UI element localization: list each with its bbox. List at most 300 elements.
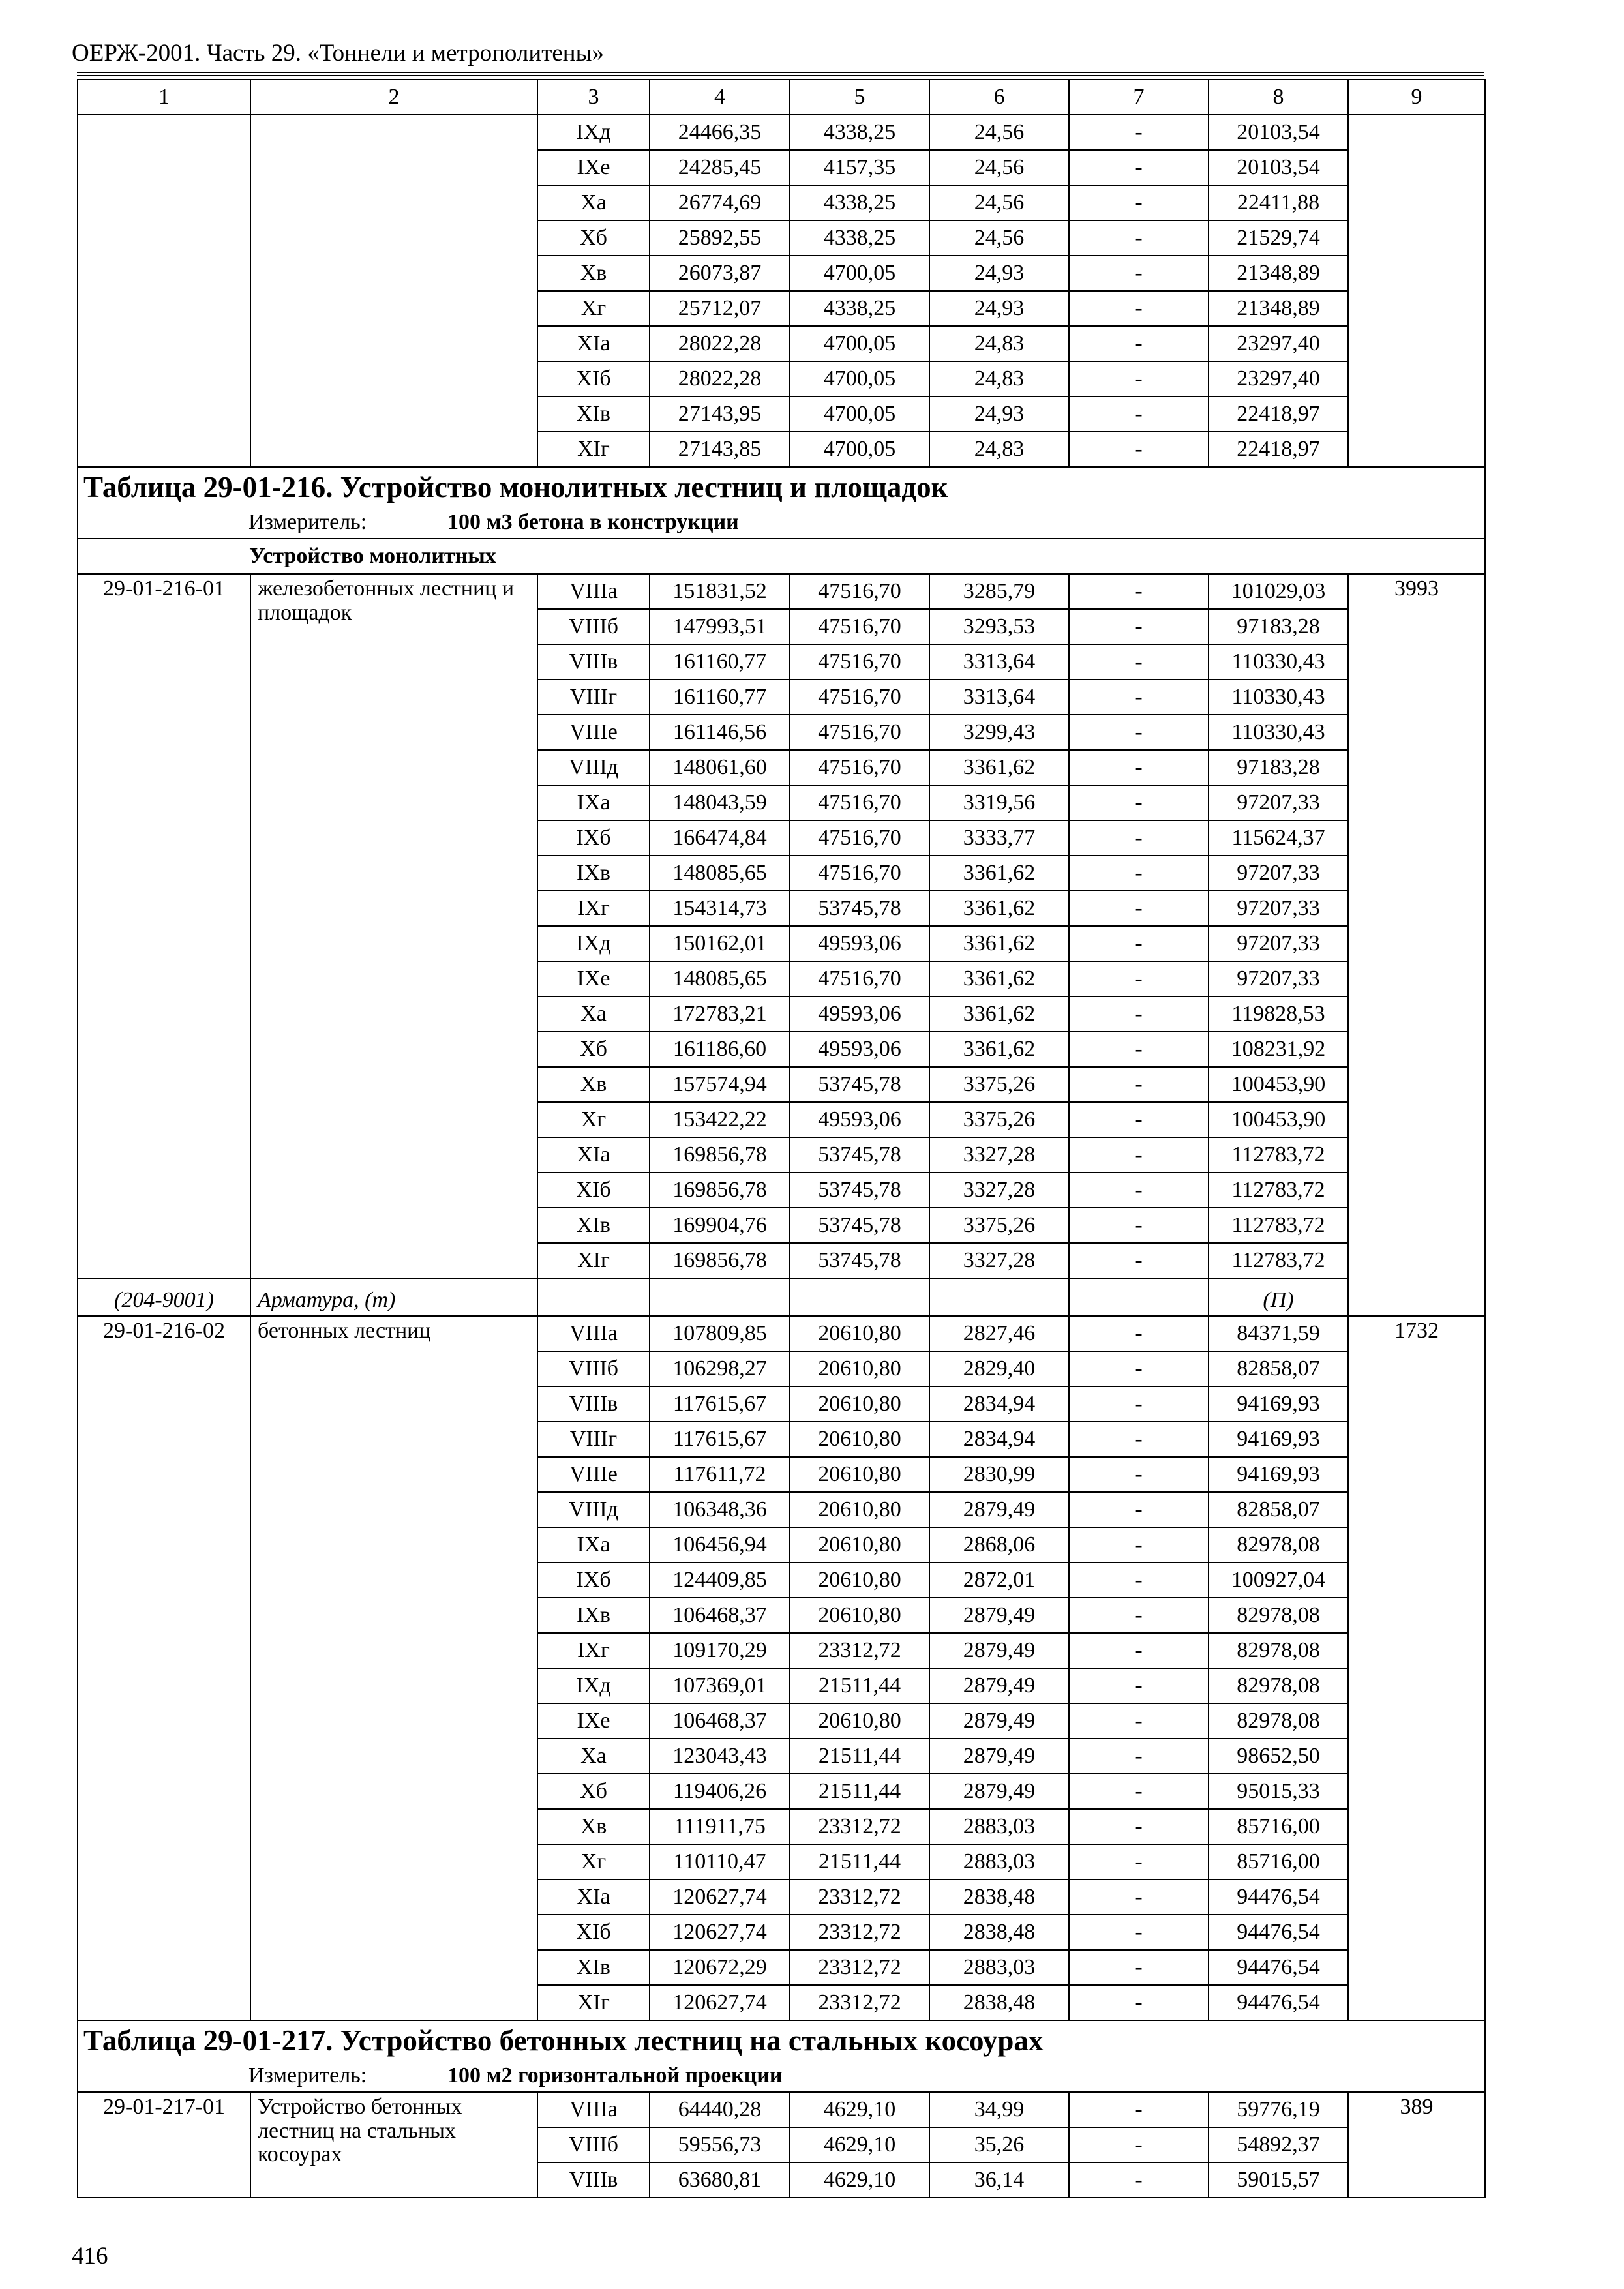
table-cell: 47516,70 — [790, 856, 929, 891]
rate-name: железобетонных лестниц и площадок — [250, 574, 537, 1278]
table-cell: - — [1069, 1173, 1209, 1208]
header-rule — [77, 72, 1484, 73]
table-cell: IXд — [537, 926, 650, 961]
table-cell: 153422,22 — [650, 1102, 790, 1137]
table-cell: 2879,49 — [929, 1598, 1069, 1633]
table-cell: IXг — [537, 1633, 650, 1668]
table-cell: 2879,49 — [929, 1774, 1069, 1809]
table-cell: 47516,70 — [790, 961, 929, 996]
table-cell: 26774,69 — [650, 185, 790, 220]
table-cell: 85716,00 — [1209, 1844, 1348, 1879]
table-title-row — [78, 467, 1485, 507]
table-cell: VIIIб — [537, 2127, 650, 2162]
table-cell: 94476,54 — [1209, 1950, 1348, 1985]
table-cell: 47516,70 — [790, 609, 929, 644]
table-cell: 24,56 — [929, 150, 1069, 185]
table-cell: - — [1069, 256, 1209, 291]
table-cell: VIIIд — [537, 1492, 650, 1527]
table-cell: 3299,43 — [929, 715, 1069, 750]
table-cell: XIа — [537, 1137, 650, 1173]
table-cell: 172783,21 — [650, 996, 790, 1032]
table-cell: 2834,94 — [929, 1422, 1069, 1457]
table-cell: IXе — [537, 1703, 650, 1739]
table-cell: - — [1069, 574, 1209, 609]
table-cell: 20610,80 — [790, 1703, 929, 1739]
table-cell: - — [1069, 1844, 1209, 1879]
table-cell: 54892,37 — [1209, 2127, 1348, 2162]
table-cell: 111911,75 — [650, 1809, 790, 1844]
table-cell: 20610,80 — [790, 1457, 929, 1492]
col-number: 4 — [650, 80, 790, 115]
table-cell: VIIIе — [537, 1457, 650, 1492]
table-cell: VIIIа — [537, 1316, 650, 1351]
measure-label: Измеритель: — [248, 2063, 367, 2087]
table-cell: - — [1069, 291, 1209, 326]
col-number: 1 — [78, 80, 250, 115]
table-cell: 109170,29 — [650, 1633, 790, 1668]
table-cell: 97207,33 — [1209, 785, 1348, 820]
table-cell: 3327,28 — [929, 1243, 1069, 1278]
table-cell: 120627,74 — [650, 1985, 790, 2020]
resource-col8: (П) — [1209, 1278, 1348, 1316]
table-cell: 20610,80 — [790, 1386, 929, 1422]
table-cell: - — [1069, 220, 1209, 256]
col-number: 8 — [1209, 80, 1348, 115]
table-cell: XIа — [537, 1879, 650, 1915]
table-cell: 157574,94 — [650, 1067, 790, 1102]
table-cell: 106298,27 — [650, 1351, 790, 1386]
measure-label: Измеритель: — [248, 509, 367, 534]
empty-cell — [790, 1278, 929, 1316]
table-cell: 161160,77 — [650, 644, 790, 680]
table-cell: 23312,72 — [790, 1879, 929, 1915]
table-cell: XIг — [537, 432, 650, 467]
table-cell: 20610,80 — [790, 1492, 929, 1527]
table-cell: 2829,40 — [929, 1351, 1069, 1386]
table-cell: 2830,99 — [929, 1457, 1069, 1492]
table-cell: VIIIв — [537, 1386, 650, 1422]
table-cell: - — [1069, 1598, 1209, 1633]
table-cell: - — [1069, 1243, 1209, 1278]
table-cell: 4338,25 — [790, 185, 929, 220]
table-cell: 3313,64 — [929, 680, 1069, 715]
table-cell: 94476,54 — [1209, 1985, 1348, 2020]
table-cell: 35,26 — [929, 2127, 1069, 2162]
table-cell: - — [1069, 715, 1209, 750]
table-cell: 84371,59 — [1209, 1316, 1348, 1351]
resource-code: (204-9001) — [78, 1278, 250, 1316]
table-cell: XIв — [537, 1208, 650, 1243]
table-cell: 27143,85 — [650, 432, 790, 467]
table-cell: 53745,78 — [790, 1067, 929, 1102]
table-cell: 119828,53 — [1209, 996, 1348, 1032]
rate-name: бетонных лестниц — [250, 1316, 537, 2020]
col9-cell — [1348, 115, 1485, 467]
col9-cell: 3993 — [1348, 574, 1485, 1316]
table-cell: 2838,48 — [929, 1915, 1069, 1950]
table-cell: - — [1069, 396, 1209, 432]
resource-name: Арматура, (т) — [250, 1278, 537, 1316]
table-cell: 24285,45 — [650, 150, 790, 185]
table-cell: - — [1069, 1527, 1209, 1563]
table-cell: Xб — [537, 1774, 650, 1809]
table-cell: 95015,33 — [1209, 1774, 1348, 1809]
table-cell: - — [1069, 1668, 1209, 1703]
table-cell: 169856,78 — [650, 1243, 790, 1278]
measure-row — [78, 2060, 1485, 2092]
table-cell: - — [1069, 785, 1209, 820]
table-cell: IXд — [537, 1668, 650, 1703]
table-cell: 21511,44 — [790, 1774, 929, 1809]
table-cell: XIб — [537, 361, 650, 396]
table-cell: 97207,33 — [1209, 961, 1348, 996]
table-cell: 2838,48 — [929, 1879, 1069, 1915]
table-cell: 3375,26 — [929, 1102, 1069, 1137]
table-cell: Xа — [537, 185, 650, 220]
table-cell: - — [1069, 361, 1209, 396]
table-cell: 2879,49 — [929, 1668, 1069, 1703]
table-cell: 4700,05 — [790, 432, 929, 467]
table-cell: 20610,80 — [790, 1527, 929, 1563]
col-number: 6 — [929, 80, 1069, 115]
table-cell: - — [1069, 1633, 1209, 1668]
table-cell: 4338,25 — [790, 291, 929, 326]
table-cell: VIIIг — [537, 1422, 650, 1457]
resource-row — [78, 1278, 1485, 1316]
table-cell: 24466,35 — [650, 115, 790, 150]
measure-cell — [78, 507, 1485, 539]
table-cell: 82978,08 — [1209, 1598, 1348, 1633]
table-cell: 106468,37 — [650, 1598, 790, 1633]
table-cell: 34,99 — [929, 2092, 1069, 2127]
table-cell: 3375,26 — [929, 1067, 1069, 1102]
table-cell: 94476,54 — [1209, 1915, 1348, 1950]
table-cell: 28022,28 — [650, 361, 790, 396]
table-cell: 97183,28 — [1209, 609, 1348, 644]
table-cell: - — [1069, 926, 1209, 961]
table-cell: 24,93 — [929, 291, 1069, 326]
table-cell: - — [1069, 115, 1209, 150]
table-cell: - — [1069, 1351, 1209, 1386]
table-cell: 117615,67 — [650, 1422, 790, 1457]
measure-value: 100 м3 бетона в конструкции — [447, 509, 739, 534]
table-cell: 107809,85 — [650, 1316, 790, 1351]
table-cell: 169904,76 — [650, 1208, 790, 1243]
table-cell: 108231,92 — [1209, 1032, 1348, 1067]
table-cell: 110330,43 — [1209, 715, 1348, 750]
table-cell: Xв — [537, 1809, 650, 1844]
table-cell: Xв — [537, 1067, 650, 1102]
table-cell: 36,14 — [929, 2162, 1069, 2198]
table-cell: - — [1069, 150, 1209, 185]
table-cell: 21348,89 — [1209, 256, 1348, 291]
table-cell: 3361,62 — [929, 856, 1069, 891]
table-cell: - — [1069, 185, 1209, 220]
table-cell: XIв — [537, 396, 650, 432]
table-cell: 24,83 — [929, 432, 1069, 467]
empty-cell — [650, 1278, 790, 1316]
table-cell: 47516,70 — [790, 715, 929, 750]
empty-cell — [929, 1278, 1069, 1316]
table-cell: - — [1069, 680, 1209, 715]
table-cell: 3293,53 — [929, 609, 1069, 644]
table-cell: 3313,64 — [929, 644, 1069, 680]
table-cell: 100453,90 — [1209, 1067, 1348, 1102]
subtitle-row — [78, 539, 1485, 574]
measure-row — [78, 507, 1485, 539]
table-cell: 107369,01 — [650, 1668, 790, 1703]
table-cell: 4700,05 — [790, 256, 929, 291]
table-cell: 4629,10 — [790, 2162, 929, 2198]
table-cell: 2834,94 — [929, 1386, 1069, 1422]
table-cell: 24,93 — [929, 256, 1069, 291]
table-cell: 2883,03 — [929, 1950, 1069, 1985]
table-cell: 94169,93 — [1209, 1422, 1348, 1457]
table-cell: - — [1069, 1563, 1209, 1598]
col-number: 9 — [1348, 80, 1485, 115]
table-cell: 20610,80 — [790, 1598, 929, 1633]
table-cell: 82858,07 — [1209, 1492, 1348, 1527]
table-cell: 20610,80 — [790, 1422, 929, 1457]
table-cell: XIа — [537, 326, 650, 361]
table-cell: 20610,80 — [790, 1351, 929, 1386]
table-cell: - — [1069, 1774, 1209, 1809]
table-cell: VIIIв — [537, 644, 650, 680]
table-cell: 120627,74 — [650, 1915, 790, 1950]
table-cell: 97207,33 — [1209, 891, 1348, 926]
table-cell: 148085,65 — [650, 961, 790, 996]
table-cell: 166474,84 — [650, 820, 790, 856]
table-cell: 47516,70 — [790, 680, 929, 715]
table-cell: Xг — [537, 1844, 650, 1879]
table-cell: VIIIб — [537, 609, 650, 644]
col-number: 3 — [537, 80, 650, 115]
table-cell: Xг — [537, 291, 650, 326]
table-row — [78, 115, 1485, 150]
table-cell: 120672,29 — [650, 1950, 790, 1985]
measure-value: 100 м2 горизонтальной проекции — [447, 2063, 783, 2087]
table-cell: 24,56 — [929, 185, 1069, 220]
table-cell: 112783,72 — [1209, 1208, 1348, 1243]
table-cell: XIг — [537, 1243, 650, 1278]
table-cell: 22418,97 — [1209, 396, 1348, 432]
table-cell: 112783,72 — [1209, 1173, 1348, 1208]
table-cell: 123043,43 — [650, 1739, 790, 1774]
table-cell: 82978,08 — [1209, 1633, 1348, 1668]
table-cell: VIIIа — [537, 574, 650, 609]
table-cell: 53745,78 — [790, 1208, 929, 1243]
table-cell: 23312,72 — [790, 1915, 929, 1950]
table-cell: - — [1069, 1950, 1209, 1985]
table-cell: 25892,55 — [650, 220, 790, 256]
table-cell: 28022,28 — [650, 326, 790, 361]
table-cell: 20610,80 — [790, 1316, 929, 1351]
table-cell: 47516,70 — [790, 644, 929, 680]
table-cell: 47516,70 — [790, 820, 929, 856]
empty-cell — [537, 1278, 650, 1316]
table-cell: 3361,62 — [929, 891, 1069, 926]
table-cell: 4338,25 — [790, 115, 929, 150]
table-cell: 49593,06 — [790, 926, 929, 961]
table-cell: 100927,04 — [1209, 1563, 1348, 1598]
table-cell: 4700,05 — [790, 361, 929, 396]
table-cell: VIIIе — [537, 715, 650, 750]
page-header: ОЕРЖ-2001. Часть 29. «Тоннели и метрополитены» — [72, 40, 604, 67]
table-cell: 120627,74 — [650, 1879, 790, 1915]
table-cell: - — [1069, 820, 1209, 856]
table-cell: 106456,94 — [650, 1527, 790, 1563]
table-cell: 21511,44 — [790, 1739, 929, 1774]
table-cell: 3285,79 — [929, 574, 1069, 609]
table-cell: VIIIд — [537, 750, 650, 785]
table-cell: - — [1069, 326, 1209, 361]
table-cell: - — [1069, 609, 1209, 644]
table-cell: - — [1069, 1492, 1209, 1527]
table-cell: 94169,93 — [1209, 1386, 1348, 1422]
table-cell: Xб — [537, 1032, 650, 1067]
table-cell: 20610,80 — [790, 1563, 929, 1598]
table-cell: VIIIб — [537, 1351, 650, 1386]
table-cell: 82978,08 — [1209, 1527, 1348, 1563]
table-cell: 2883,03 — [929, 1844, 1069, 1879]
table-cell: 21511,44 — [790, 1844, 929, 1879]
table-cell: 85716,00 — [1209, 1809, 1348, 1844]
table-cell: XIг — [537, 1985, 650, 2020]
table-cell: 151831,52 — [650, 574, 790, 609]
rate-code: 29-01-216-02 — [78, 1316, 250, 2020]
table-cell: 148085,65 — [650, 856, 790, 891]
table-cell: 4157,35 — [790, 150, 929, 185]
table-cell: IXб — [537, 1563, 650, 1598]
table-cell: - — [1069, 2127, 1209, 2162]
table-cell: 112783,72 — [1209, 1137, 1348, 1173]
rate-code: 29-01-216-01 — [78, 574, 250, 1278]
table-cell: 147993,51 — [650, 609, 790, 644]
table-cell: - — [1069, 1809, 1209, 1844]
table-cell: 106468,37 — [650, 1703, 790, 1739]
table-cell: - — [1069, 1915, 1209, 1950]
table-cell: - — [1069, 1102, 1209, 1137]
table-cell: 106348,36 — [650, 1492, 790, 1527]
table-cell: 117611,72 — [650, 1457, 790, 1492]
table-cell: 59015,57 — [1209, 2162, 1348, 2198]
table-cell: 25712,07 — [650, 291, 790, 326]
table-cell: - — [1069, 644, 1209, 680]
table-cell: 49593,06 — [790, 1102, 929, 1137]
table-cell: - — [1069, 1422, 1209, 1457]
table-cell: 21348,89 — [1209, 291, 1348, 326]
table-cell: - — [1069, 1386, 1209, 1422]
table-cell: 4629,10 — [790, 2092, 929, 2127]
table-cell: 23312,72 — [790, 1985, 929, 2020]
table-cell: 20103,54 — [1209, 115, 1348, 150]
table-cell: 110110,47 — [650, 1844, 790, 1879]
rates-table — [77, 79, 1486, 2198]
table-cell: IXа — [537, 1527, 650, 1563]
table-cell: 23312,72 — [790, 1633, 929, 1668]
table-cell: - — [1069, 1316, 1209, 1351]
table-cell: 22418,97 — [1209, 432, 1348, 467]
table-cell: IXв — [537, 856, 650, 891]
table-cell: 3327,28 — [929, 1173, 1069, 1208]
table-cell: 53745,78 — [790, 1243, 929, 1278]
table-cell: 2838,48 — [929, 1985, 1069, 2020]
table-cell: 3361,62 — [929, 926, 1069, 961]
table-cell: IXе — [537, 150, 650, 185]
table-cell: 24,83 — [929, 326, 1069, 361]
table-cell: 117615,67 — [650, 1386, 790, 1422]
table-cell: 24,56 — [929, 115, 1069, 150]
page-number: 416 — [72, 2243, 108, 2269]
table-cell: 47516,70 — [790, 750, 929, 785]
table-cell: 150162,01 — [650, 926, 790, 961]
measure-cell — [78, 2060, 1485, 2092]
table-cell: 161160,77 — [650, 680, 790, 715]
table-cell: 21511,44 — [790, 1668, 929, 1703]
table-cell: 82858,07 — [1209, 1351, 1348, 1386]
table-cell: 4338,25 — [790, 220, 929, 256]
table-cell: 24,56 — [929, 220, 1069, 256]
table-cell: VIIIв — [537, 2162, 650, 2198]
table-row — [78, 2092, 1485, 2127]
table-cell: 161186,60 — [650, 1032, 790, 1067]
table-cell: - — [1069, 961, 1209, 996]
table-cell: VIIIа — [537, 2092, 650, 2127]
table-cell: 115624,37 — [1209, 820, 1348, 856]
table-cell: IXв — [537, 1598, 650, 1633]
table-cell: - — [1069, 1703, 1209, 1739]
table-cell: 24,93 — [929, 396, 1069, 432]
name-cell — [250, 115, 537, 467]
table-cell: - — [1069, 996, 1209, 1032]
table-cell: - — [1069, 1457, 1209, 1492]
table-cell: 2868,06 — [929, 1527, 1069, 1563]
header-rule-2 — [77, 75, 1484, 76]
table-cell: IXб — [537, 820, 650, 856]
table-cell: 20103,54 — [1209, 150, 1348, 185]
table-cell: 23297,40 — [1209, 361, 1348, 396]
table-cell: 3361,62 — [929, 996, 1069, 1032]
table-cell: 161146,56 — [650, 715, 790, 750]
table-cell: 26073,87 — [650, 256, 790, 291]
table-cell: 82978,08 — [1209, 1668, 1348, 1703]
table-cell: 110330,43 — [1209, 680, 1348, 715]
table-cell: Xа — [537, 996, 650, 1032]
table-cell: Xб — [537, 220, 650, 256]
table-cell: 4629,10 — [790, 2127, 929, 2162]
table-cell: 23312,72 — [790, 1809, 929, 1844]
table-cell: 2879,49 — [929, 1739, 1069, 1774]
table-cell: 53745,78 — [790, 1137, 929, 1173]
table-cell: - — [1069, 1137, 1209, 1173]
table-cell: 169856,78 — [650, 1173, 790, 1208]
table-cell: IXа — [537, 785, 650, 820]
rate-code: 29-01-217-01 — [78, 2092, 250, 2198]
table-cell: 148061,60 — [650, 750, 790, 785]
table-cell: 63680,81 — [650, 2162, 790, 2198]
table-cell: 47516,70 — [790, 574, 929, 609]
column-numbers-row — [78, 80, 1485, 115]
table-cell: Xа — [537, 1739, 650, 1774]
table-cell: 49593,06 — [790, 996, 929, 1032]
empty-cell — [1069, 1278, 1209, 1316]
table-cell: 97183,28 — [1209, 750, 1348, 785]
table-cell: 112783,72 — [1209, 1243, 1348, 1278]
table-cell: 23297,40 — [1209, 326, 1348, 361]
table-cell: 22411,88 — [1209, 185, 1348, 220]
table-cell: 21529,74 — [1209, 220, 1348, 256]
table-cell: - — [1069, 856, 1209, 891]
